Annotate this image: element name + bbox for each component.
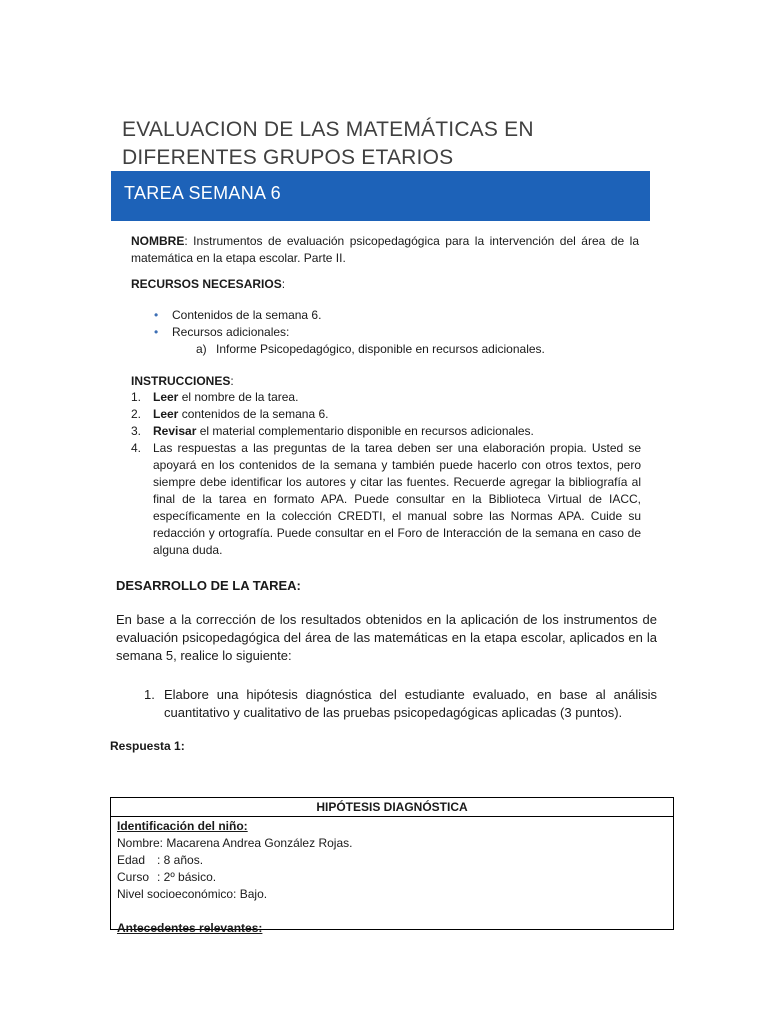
item-text: Las respuestas a las preguntas de la tarea deben ser una elaboración propia. Usted se apoyará en los contenidos de la semana y también puede hacerlo con otros textos, pero siempre debe identificar los autores y citar las fuentes. Recuerde agregar la bibliografía al final de la tarea en formato APA. Puede consultar en la Biblioteca Virtual de IACC, específicamente en la colección CREDTI, el manual sobre las Normas APA. Cuide su redacción y ortografía. Puede consultar en el Foro de Interacción de la semana en caso de alguna duda. [153, 441, 641, 557]
list-item [154, 324, 594, 341]
item-number: 3. [131, 424, 142, 438]
document-title [122, 116, 662, 172]
desarrollo-heading-label: DESARROLLO DE LA TAREA: [116, 578, 301, 593]
list-subitem [154, 341, 594, 358]
item-text: el material complementario disponible en recursos adicionales. [196, 424, 534, 438]
recursos-heading-colon: : [281, 277, 286, 291]
question-text: Elabore una hipótesis diagnóstica del estudiante evaluado, en base al análisis cuantitativo y cualitativo de las pruebas psicopedagógicas aplicadas (3 puntos). [164, 687, 657, 720]
curso-value: : 2º básico. [157, 870, 217, 884]
item-text: el nombre de la tarea. [178, 390, 299, 404]
title-line-1: EVALUACION DE LAS MATEMÁTICAS EN [122, 118, 534, 141]
hipotesis-table [110, 797, 674, 935]
item-bold: Revisar [153, 424, 197, 438]
nombre-paragraph [131, 233, 639, 267]
recursos-heading [131, 276, 285, 293]
recursos-heading-label: RECURSOS NECESARIOS [131, 277, 282, 291]
item-number: 2. [131, 407, 142, 421]
instrucciones-heading-colon: : [230, 374, 234, 388]
recursos-list [154, 307, 594, 358]
item-number: 4. [131, 441, 142, 455]
edad-label: Edad [117, 853, 146, 867]
bullet-icon: • [154, 308, 159, 322]
item-bold: Leer [153, 407, 179, 421]
title-line-2: DIFERENTES GRUPOS ETARIOS [122, 146, 454, 169]
recurso-subitem: Informe Psicopedagógico, disponible en recursos adicionales. [216, 342, 545, 356]
recurso-item-1: Contenidos de la semana 6. [172, 308, 322, 322]
instrucciones-list [131, 389, 641, 559]
table-header: HIPÓTESIS DIAGNÓSTICA [111, 798, 673, 817]
edad-value: : 8 años. [157, 853, 204, 867]
list-item [154, 307, 594, 324]
question-1 [144, 686, 657, 722]
nivel-line: Nivel socioeconómico: Bajo. [117, 887, 268, 901]
blank-line [117, 903, 667, 920]
item-text: contenidos de la semana 6. [178, 407, 329, 421]
list-item [144, 686, 657, 722]
bullet-icon: • [154, 325, 159, 339]
curso-line [117, 869, 667, 886]
nombre-text: : Instrumentos de evaluación psicopedagógica para la intervención del área de la matemática en la etapa escolar. Parte II. [131, 234, 639, 265]
item-bold: Leer [153, 390, 179, 404]
curso-label: Curso [117, 870, 150, 884]
respuesta-label [110, 738, 185, 755]
subitem-marker: a) [196, 342, 207, 356]
recurso-item-2: Recursos adicionales: [172, 325, 290, 339]
item-number: 1. [131, 390, 142, 404]
nombre-label: NOMBRE [131, 234, 185, 248]
task-banner [111, 171, 650, 221]
desarrollo-heading [116, 577, 301, 595]
edad-line [117, 852, 667, 869]
banner-label: TAREA SEMANA 6 [124, 183, 281, 203]
table-body [111, 817, 673, 938]
item-number: 1. [144, 687, 155, 702]
desarrollo-intro: En base a la corrección de los resultados obtenidos en la aplicación de los instrumentos de evaluación psicopedagógica del área de las matemáticas en la etapa escolar, aplicados en la semana 5, realice lo siguiente: [116, 612, 657, 663]
antecedentes-heading: Antecedentes relevantes: [117, 921, 263, 935]
instrucciones-heading [131, 373, 234, 390]
instrucciones-heading-label: INSTRUCCIONES [131, 374, 231, 388]
list-item [131, 406, 641, 423]
identificacion-heading: Identificación del niño: [117, 819, 248, 833]
nombre-line: Nombre: Macarena Andrea González Rojas. [117, 836, 353, 850]
list-item [131, 389, 641, 406]
list-item [131, 440, 641, 559]
list-item [131, 423, 641, 440]
respuesta-label-text: Respuesta 1: [110, 739, 185, 753]
